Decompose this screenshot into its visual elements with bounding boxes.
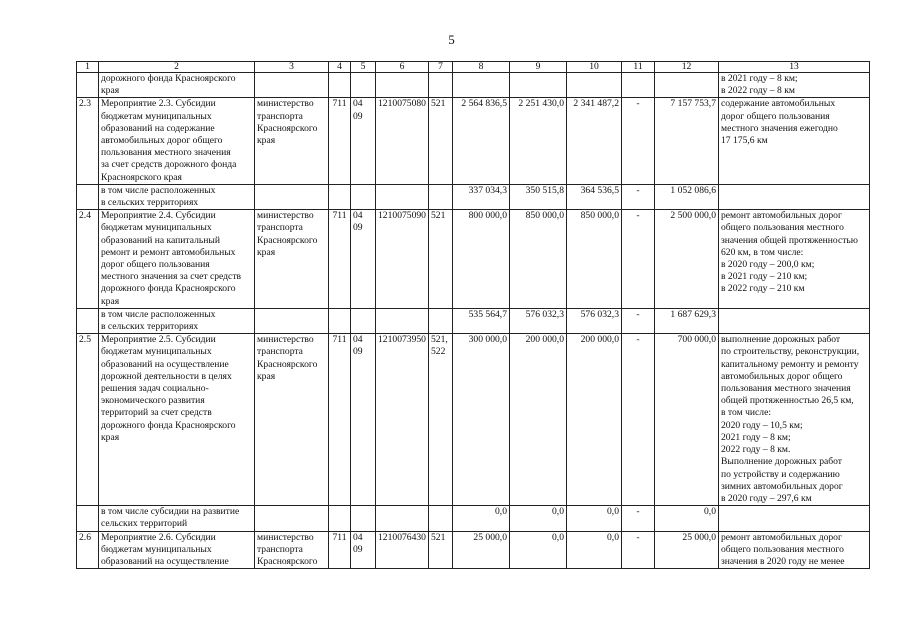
csr-code-cell xyxy=(376,184,429,209)
amount-total-cell: 0,0 xyxy=(655,506,719,531)
column-header: 10 xyxy=(567,62,622,73)
csr-code-cell: 1210075080 xyxy=(376,98,429,184)
amount-2020-cell: 25 000,0 xyxy=(453,531,510,569)
item-number-cell: 2.4 xyxy=(77,210,99,309)
grbs-code-cell: 711 xyxy=(329,334,351,506)
expected-result-cell: в 2021 году – 8 км; в 2022 году – 8 км xyxy=(719,73,870,98)
expected-result-cell: ремонт автомобильных дорог общего пользования местного значения общей протяженностью 620 км, в том числе: в 2020 году – 200,0 км; в 2021 году – 210 км; в 2022 году – 210 км xyxy=(719,210,870,309)
item-number-cell xyxy=(77,506,99,531)
amount-2021-cell: 200 000,0 xyxy=(510,334,567,506)
rzpr-code-cell xyxy=(351,184,376,209)
column-header: 8 xyxy=(453,62,510,73)
amount-2020-cell: 0,0 xyxy=(453,506,510,531)
rzpr-code-cell: 04 09 xyxy=(351,210,376,309)
amount-col-11-cell: - xyxy=(622,210,655,309)
column-header: 5 xyxy=(351,62,376,73)
executor-cell xyxy=(255,506,329,531)
amount-total-cell: 7 157 753,7 xyxy=(655,98,719,184)
amount-total-cell: 1 687 629,3 xyxy=(655,308,719,333)
header-row xyxy=(77,62,870,73)
vr-code-cell: 521 xyxy=(429,531,453,569)
item-description-cell: Мероприятие 2.6. Субсидии бюджетам муниципальных образований на осуществление xyxy=(99,531,255,569)
item-number-cell: 2.6 xyxy=(77,531,99,569)
column-header: 13 xyxy=(719,62,870,73)
amount-total-cell xyxy=(655,73,719,98)
column-header: 7 xyxy=(429,62,453,73)
amount-2020-cell: 800 000,0 xyxy=(453,210,510,309)
csr-code-cell xyxy=(376,506,429,531)
vr-code-cell: 521, 522 xyxy=(429,334,453,506)
column-header: 9 xyxy=(510,62,567,73)
vr-code-cell: 521 xyxy=(429,210,453,309)
vr-code-cell xyxy=(429,184,453,209)
amount-2020-cell: 300 000,0 xyxy=(453,334,510,506)
grbs-code-cell xyxy=(329,184,351,209)
amount-2021-cell xyxy=(510,73,567,98)
rzpr-code-cell xyxy=(351,73,376,98)
executor-cell: министерство транспорта Красноярского края xyxy=(255,98,329,184)
rzpr-code-cell: 04 09 xyxy=(351,98,376,184)
grbs-code-cell xyxy=(329,506,351,531)
amount-2022-cell: 364 536,5 xyxy=(567,184,622,209)
table-row xyxy=(77,506,870,531)
expected-result-cell: содержание автомобильных дорог общего пользования местного значения ежегодно 17 175,6 км xyxy=(719,98,870,184)
program-table xyxy=(76,61,870,569)
csr-code-cell: 1210075090 xyxy=(376,210,429,309)
amount-total-cell: 700 000,0 xyxy=(655,334,719,506)
table-row xyxy=(77,334,870,506)
amount-2022-cell: 850 000,0 xyxy=(567,210,622,309)
amount-col-11-cell: - xyxy=(622,184,655,209)
item-description-cell: в том числе субсидии на развитие сельских территорий xyxy=(99,506,255,531)
amount-2021-cell: 576 032,3 xyxy=(510,308,567,333)
csr-code-cell xyxy=(376,308,429,333)
table-row xyxy=(77,73,870,98)
grbs-code-cell: 711 xyxy=(329,210,351,309)
vr-code-cell xyxy=(429,73,453,98)
expected-result-cell xyxy=(719,184,870,209)
expected-result-cell: ремонт автомобильных дорог общего пользования местного значения в 2020 году не менее xyxy=(719,531,870,569)
column-header: 12 xyxy=(655,62,719,73)
item-description-cell: Мероприятие 2.5. Субсидии бюджетам муниципальных образований на осуществление дорожной деятельности в целях решения задач социально- экономического развития территорий за счет средств дорожного фонда Красноярского края xyxy=(99,334,255,506)
amount-total-cell: 2 500 000,0 xyxy=(655,210,719,309)
table-row xyxy=(77,98,870,184)
grbs-code-cell xyxy=(329,308,351,333)
vr-code-cell xyxy=(429,308,453,333)
vr-code-cell: 521 xyxy=(429,98,453,184)
item-description-cell: дорожного фонда Красноярского края xyxy=(99,73,255,98)
rzpr-code-cell xyxy=(351,506,376,531)
table-row xyxy=(77,210,870,309)
item-description-cell: Мероприятие 2.4. Субсидии бюджетам муниципальных образований на капитальный ремонт и ремонт автомобильных дорог общего пользования местного значения за счет средств дорожного фонда Красноярского края xyxy=(99,210,255,309)
table-row xyxy=(77,531,870,569)
grbs-code-cell xyxy=(329,73,351,98)
item-number-cell: 2.3 xyxy=(77,98,99,184)
vr-code-cell xyxy=(429,506,453,531)
amount-total-cell: 25 000,0 xyxy=(655,531,719,569)
csr-code-cell: 1210076430 xyxy=(376,531,429,569)
amount-col-11-cell: - xyxy=(622,334,655,506)
rzpr-code-cell: 04 09 xyxy=(351,334,376,506)
amount-2020-cell: 535 564,7 xyxy=(453,308,510,333)
table-row xyxy=(77,308,870,333)
amount-2021-cell: 350 515,8 xyxy=(510,184,567,209)
amount-2022-cell: 576 032,3 xyxy=(567,308,622,333)
executor-cell: министерство транспорта Красноярского края xyxy=(255,210,329,309)
amount-col-11-cell: - xyxy=(622,98,655,184)
executor-cell xyxy=(255,308,329,333)
executor-cell xyxy=(255,184,329,209)
amount-2021-cell: 0,0 xyxy=(510,506,567,531)
item-number-cell xyxy=(77,184,99,209)
amount-2020-cell: 2 564 836,5 xyxy=(453,98,510,184)
amount-col-11-cell xyxy=(622,73,655,98)
column-header: 11 xyxy=(622,62,655,73)
csr-code-cell: 1210073950 xyxy=(376,334,429,506)
item-number-cell xyxy=(77,308,99,333)
amount-2021-cell: 2 251 430,0 xyxy=(510,98,567,184)
rzpr-code-cell xyxy=(351,308,376,333)
amount-2021-cell: 850 000,0 xyxy=(510,210,567,309)
amount-col-11-cell: - xyxy=(622,308,655,333)
amount-2022-cell: 200 000,0 xyxy=(567,334,622,506)
table-row xyxy=(77,184,870,209)
item-description-cell: в том числе расположенных в сельских территориях xyxy=(99,308,255,333)
amount-2020-cell xyxy=(453,73,510,98)
item-number-cell xyxy=(77,73,99,98)
column-header: 4 xyxy=(329,62,351,73)
amount-2021-cell: 0,0 xyxy=(510,531,567,569)
column-header: 1 xyxy=(77,62,99,73)
executor-cell: министерство транспорта Красноярского края xyxy=(255,334,329,506)
amount-2022-cell: 0,0 xyxy=(567,531,622,569)
column-header: 6 xyxy=(376,62,429,73)
amount-2022-cell: 0,0 xyxy=(567,506,622,531)
column-header: 2 xyxy=(99,62,255,73)
amount-2022-cell xyxy=(567,73,622,98)
amount-2022-cell: 2 341 487,2 xyxy=(567,98,622,184)
grbs-code-cell: 711 xyxy=(329,531,351,569)
item-number-cell: 2.5 xyxy=(77,334,99,506)
column-header: 3 xyxy=(255,62,329,73)
expected-result-cell xyxy=(719,308,870,333)
csr-code-cell xyxy=(376,73,429,98)
amount-col-11-cell: - xyxy=(622,531,655,569)
amount-total-cell: 1 052 086,6 xyxy=(655,184,719,209)
executor-cell: министерство транспорта Красноярского xyxy=(255,531,329,569)
expected-result-cell: выполнение дорожных работ по строительству, реконструкции, капитальному ремонту и ремонту автомобильных дорог общего пользования местного значения общей протяженностью 26,5 км, в том числе: 2020 году – 10,5 км; 2021 году – 8 км; 2022 году – 8 км. Выполнение дорожных работ по устройству и содержанию зимних автомобильных дорог в 2020 году – 297,6 км xyxy=(719,334,870,506)
page-number: 5 xyxy=(448,32,455,47)
item-description-cell: Мероприятие 2.3. Субсидии бюджетам муниципальных образований на содержание автомобильных дорог общего пользования местного значения за счет средств дорожного фонда Красноярского края xyxy=(99,98,255,184)
rzpr-code-cell: 04 09 xyxy=(351,531,376,569)
item-description-cell: в том числе расположенных в сельских территориях xyxy=(99,184,255,209)
expected-result-cell xyxy=(719,506,870,531)
grbs-code-cell: 711 xyxy=(329,98,351,184)
amount-col-11-cell: - xyxy=(622,506,655,531)
executor-cell xyxy=(255,73,329,98)
amount-2020-cell: 337 034,3 xyxy=(453,184,510,209)
